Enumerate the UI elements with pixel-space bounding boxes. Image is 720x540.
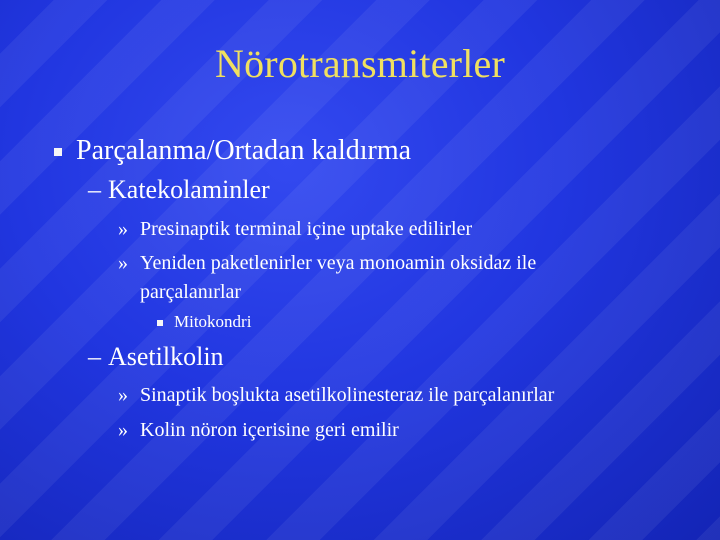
sub-item-text: Presinaptik terminal içine uptake edilirler: [140, 218, 473, 240]
dash-marker: –: [88, 175, 101, 204]
dash-marker: –: [88, 342, 101, 371]
sub-marker: »: [118, 419, 128, 441]
slide-title: Nörotransmiterler: [215, 41, 505, 86]
group-label-katekolaminler: Katekolaminler: [108, 175, 270, 204]
sub-marker: »: [118, 218, 128, 240]
sub-marker: »: [118, 384, 128, 406]
bullet-main: Parçalanma/Ortadan kaldırma: [76, 135, 412, 166]
square-bullet-icon: [54, 148, 62, 156]
sub-item-text: Kolin nöron içerisine geri emilir: [140, 419, 399, 441]
square-bullet-icon: [157, 320, 163, 326]
sub-item-text: Sinaptik boşlukta asetilkolinesteraz ile parçalanırlar: [140, 384, 555, 406]
sub-item-text: Yeniden paketlenirler veya monoamin oksidaz ile: [140, 252, 537, 274]
sub-item-text: parçalanırlar: [140, 281, 242, 303]
group-label-asetilkolin: Asetilkolin: [108, 342, 224, 371]
sub-marker: »: [118, 252, 128, 274]
subsub-item-mitokondri: Mitokondri: [174, 312, 252, 331]
